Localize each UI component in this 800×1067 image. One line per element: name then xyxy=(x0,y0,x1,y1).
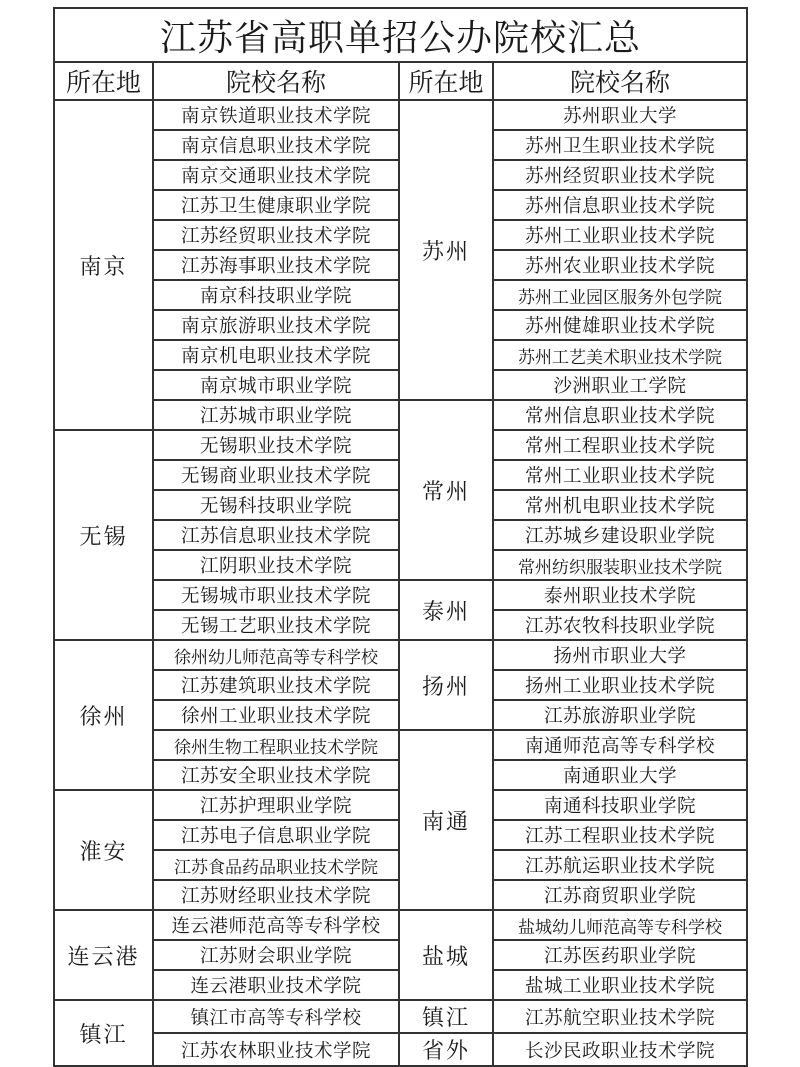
table-row xyxy=(54,580,747,610)
left-school-cell: 连云港职业技术学院 xyxy=(153,970,399,1000)
right-school-cell: 苏州工艺美术职业技术学院 xyxy=(493,340,747,370)
left-school-cell: 江苏城市职业学院 xyxy=(153,400,399,430)
left-school-cell: 江苏食品药品职业技术学院 xyxy=(153,850,399,880)
table-body xyxy=(54,100,747,1066)
left-school-cell: 江苏安全职业技术学院 xyxy=(153,760,399,790)
left-school-cell: 江苏农林职业技术学院 xyxy=(153,1033,399,1066)
right-school-cell: 江苏医药职业学院 xyxy=(493,940,747,970)
right-school-cell: 苏州农业职业技术学院 xyxy=(493,250,747,280)
left-school-cell: 镇江市高等专科学校 xyxy=(153,1000,399,1033)
left-school-cell: 连云港师范高等专科学校 xyxy=(153,910,399,940)
right-school-cell: 盐城幼儿师范高等专科学校 xyxy=(493,910,747,940)
right-school-cell: 江苏航运职业技术学院 xyxy=(493,850,747,880)
right-school-cell: 泰州职业技术学院 xyxy=(493,580,747,610)
right-school-cell: 苏州信息职业技术学院 xyxy=(493,190,747,220)
right-school-cell: 江苏工程职业技术学院 xyxy=(493,820,747,850)
table-row xyxy=(54,1000,747,1033)
right-location-cell: 镇江 xyxy=(399,1000,493,1033)
left-school-cell: 南京铁道职业技术学院 xyxy=(153,100,399,130)
right-school-cell: 南通职业大学 xyxy=(493,760,747,790)
right-school-cell: 苏州健雄职业技术学院 xyxy=(493,310,747,340)
right-location-cell: 苏州 xyxy=(399,100,493,400)
right-location-cell: 省外 xyxy=(399,1033,493,1066)
left-school-cell: 无锡工艺职业技术学院 xyxy=(153,610,399,640)
left-location-cell: 南京 xyxy=(54,100,153,430)
header-left-location: 所在地 xyxy=(54,62,153,100)
left-school-cell: 江苏护理职业学院 xyxy=(153,790,399,820)
right-school-cell: 沙洲职业工学院 xyxy=(493,370,747,400)
left-location-cell: 镇江 xyxy=(54,1000,153,1066)
right-school-cell: 常州工程职业技术学院 xyxy=(493,430,747,460)
left-school-cell: 无锡商业职业技术学院 xyxy=(153,460,399,490)
right-school-cell: 江苏旅游职业学院 xyxy=(493,700,747,730)
table-row xyxy=(54,1033,747,1066)
right-school-cell: 南通师范高等专科学校 xyxy=(493,730,747,760)
table-row xyxy=(54,910,747,940)
table-row xyxy=(54,730,747,760)
left-school-cell: 江苏建筑职业技术学院 xyxy=(153,670,399,700)
left-school-cell: 南京城市职业学院 xyxy=(153,370,399,400)
header-right-school: 院校名称 xyxy=(493,62,747,100)
left-school-cell: 江苏电子信息职业学院 xyxy=(153,820,399,850)
right-school-cell: 常州纺织服装职业技术学院 xyxy=(493,550,747,580)
left-location-cell: 无锡 xyxy=(54,430,153,640)
right-school-cell: 苏州卫生职业技术学院 xyxy=(493,130,747,160)
left-location-cell: 徐州 xyxy=(54,640,153,790)
right-location-cell: 盐城 xyxy=(399,910,493,1000)
left-school-cell: 南京交通职业技术学院 xyxy=(153,160,399,190)
summary-sheet xyxy=(53,7,746,1067)
right-location-cell: 常州 xyxy=(399,400,493,580)
table-row xyxy=(54,640,747,670)
right-location-cell: 扬州 xyxy=(399,640,493,730)
right-location-cell: 南通 xyxy=(399,730,493,910)
header-left-school: 院校名称 xyxy=(153,62,399,100)
right-school-cell: 长沙民政职业技术学院 xyxy=(493,1033,747,1066)
left-school-cell: 徐州工业职业技术学院 xyxy=(153,700,399,730)
right-school-cell: 常州工业职业技术学院 xyxy=(493,460,747,490)
left-school-cell: 南京机电职业技术学院 xyxy=(153,340,399,370)
right-location-cell: 泰州 xyxy=(399,580,493,640)
right-school-cell: 苏州职业大学 xyxy=(493,100,747,130)
left-school-cell: 江苏信息职业技术学院 xyxy=(153,520,399,550)
right-school-cell: 江苏农牧科技职业学院 xyxy=(493,610,747,640)
right-school-cell: 苏州工业园区服务外包学院 xyxy=(493,280,747,310)
header-row xyxy=(54,62,747,100)
left-school-cell: 江苏经贸职业技术学院 xyxy=(153,220,399,250)
table-row xyxy=(54,100,747,130)
right-school-cell: 江苏航空职业技术学院 xyxy=(493,1000,747,1033)
left-school-cell: 无锡城市职业技术学院 xyxy=(153,580,399,610)
right-school-cell: 苏州经贸职业技术学院 xyxy=(493,160,747,190)
right-school-cell: 苏州工业职业技术学院 xyxy=(493,220,747,250)
left-location-cell: 淮安 xyxy=(54,790,153,910)
right-school-cell: 盐城工业职业技术学院 xyxy=(493,970,747,1000)
left-location-cell: 连云港 xyxy=(54,910,153,1000)
right-school-cell: 常州机电职业技术学院 xyxy=(493,490,747,520)
left-school-cell: 江苏海事职业技术学院 xyxy=(153,250,399,280)
right-school-cell: 常州信息职业技术学院 xyxy=(493,400,747,430)
table-row xyxy=(54,400,747,430)
right-school-cell: 江苏城乡建设职业学院 xyxy=(493,520,747,550)
left-school-cell: 南京信息职业技术学院 xyxy=(153,130,399,160)
left-school-cell: 徐州幼儿师范高等专科学校 xyxy=(153,640,399,670)
left-school-cell: 南京科技职业学院 xyxy=(153,280,399,310)
schools-table xyxy=(53,7,748,1067)
left-school-cell: 江苏财会职业学院 xyxy=(153,940,399,970)
left-school-cell: 江苏卫生健康职业学院 xyxy=(153,190,399,220)
right-school-cell: 扬州市职业大学 xyxy=(493,640,747,670)
right-school-cell: 扬州工业职业技术学院 xyxy=(493,670,747,700)
page-title: 江苏省高职单招公办院校汇总 xyxy=(54,8,747,62)
left-school-cell: 南京旅游职业技术学院 xyxy=(153,310,399,340)
left-school-cell: 无锡科技职业学院 xyxy=(153,490,399,520)
left-school-cell: 徐州生物工程职业技术学院 xyxy=(153,730,399,760)
left-school-cell: 江苏财经职业技术学院 xyxy=(153,880,399,910)
right-school-cell: 江苏商贸职业学院 xyxy=(493,880,747,910)
left-school-cell: 无锡职业技术学院 xyxy=(153,430,399,460)
right-school-cell: 南通科技职业学院 xyxy=(493,790,747,820)
header-right-location: 所在地 xyxy=(399,62,493,100)
left-school-cell: 江阴职业技术学院 xyxy=(153,550,399,580)
